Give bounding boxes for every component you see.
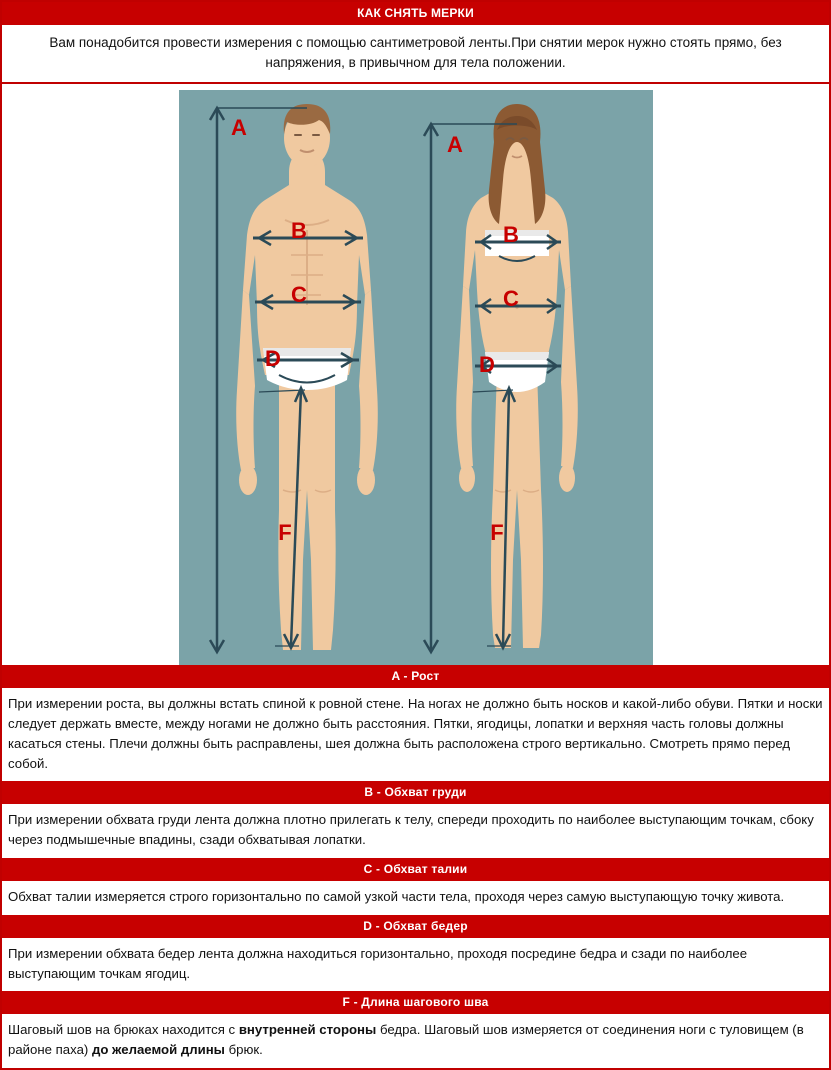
label-female-height: A	[446, 132, 463, 158]
section-title-waist: C - Обхват талии	[2, 858, 829, 881]
inseam-text-b1: внутренней стороны	[238, 1022, 377, 1038]
illustration-container	[2, 84, 829, 665]
label-male-waist: C	[290, 282, 307, 308]
section-title-hips: D - Обхват бедер	[2, 915, 829, 938]
section-text-hips: При измерении обхвата бедер лента должна находиться горизонтально, проходя посредине бедра и сзади по наиболее выступающим точкам ягодиц.	[8, 945, 748, 981]
inseam-text-p2: бедра. Шаговый шов измеряется от соединения ноги с туловищем (в районе паха)	[8, 1022, 804, 1058]
section-title-height: A - Рост	[2, 665, 829, 688]
label-female-inseam: F	[489, 520, 504, 546]
section-hips	[2, 915, 829, 992]
label-female-hips: D	[478, 352, 495, 378]
section-title-chest: B - Обхват груди	[2, 781, 829, 804]
section-text-waist: Обхват талии измеряется строго горизонтально по самой узкой части тела, проходя через самую выступающую точку живота.	[8, 888, 785, 904]
section-chest	[2, 781, 829, 858]
section-inseam	[2, 991, 829, 1068]
section-text-height: При измерении роста, вы должны встать спиной к ровной стене. На ногах не должно быть носков и какой-либо обуви. Пятки и носки следует держать вместе, между ногами не должно быть расстояния. Пятки, ягодицы, лопатки и верхняя часть головы должны касаться стены. Плечи должны быть расправлены, шея должна быть расположена строго вертикально. Смотреть прямо перед собой.	[8, 696, 823, 771]
measurement-illustration	[179, 90, 653, 665]
label-male-inseam: F	[277, 520, 292, 546]
page-title: КАК СНЯТЬ МЕРКИ	[2, 0, 829, 25]
inseam-text-p1: Шаговый шов на брюках находится с	[8, 1022, 239, 1038]
section-waist	[2, 858, 829, 915]
section-title-inseam: F - Длина шагового шва	[2, 991, 829, 1014]
inseam-text-p3: брюк.	[224, 1042, 263, 1058]
inseam-text-b2: до желаемой длины	[91, 1042, 225, 1058]
label-male-height: A	[230, 115, 247, 141]
section-text-chest: При измерении обхвата груди лента должна плотно прилегать к телу, спереди проходить по наиболее выступающим точкам, сбоку через подмышечные впадины, сзади обхватывая лопатки.	[8, 812, 814, 848]
label-male-hips: D	[264, 346, 281, 372]
label-male-chest: B	[290, 218, 307, 244]
section-text-inseam	[2, 1014, 829, 1068]
section-height	[2, 665, 829, 781]
label-female-waist: C	[502, 286, 519, 312]
label-female-chest: B	[502, 222, 519, 248]
intro-text: Вам понадобится провести измерения с помощью сантиметровой ленты.При снятии мерок нужно стоять прямо, без напряжения, в привычном для тела положении.	[2, 25, 829, 84]
